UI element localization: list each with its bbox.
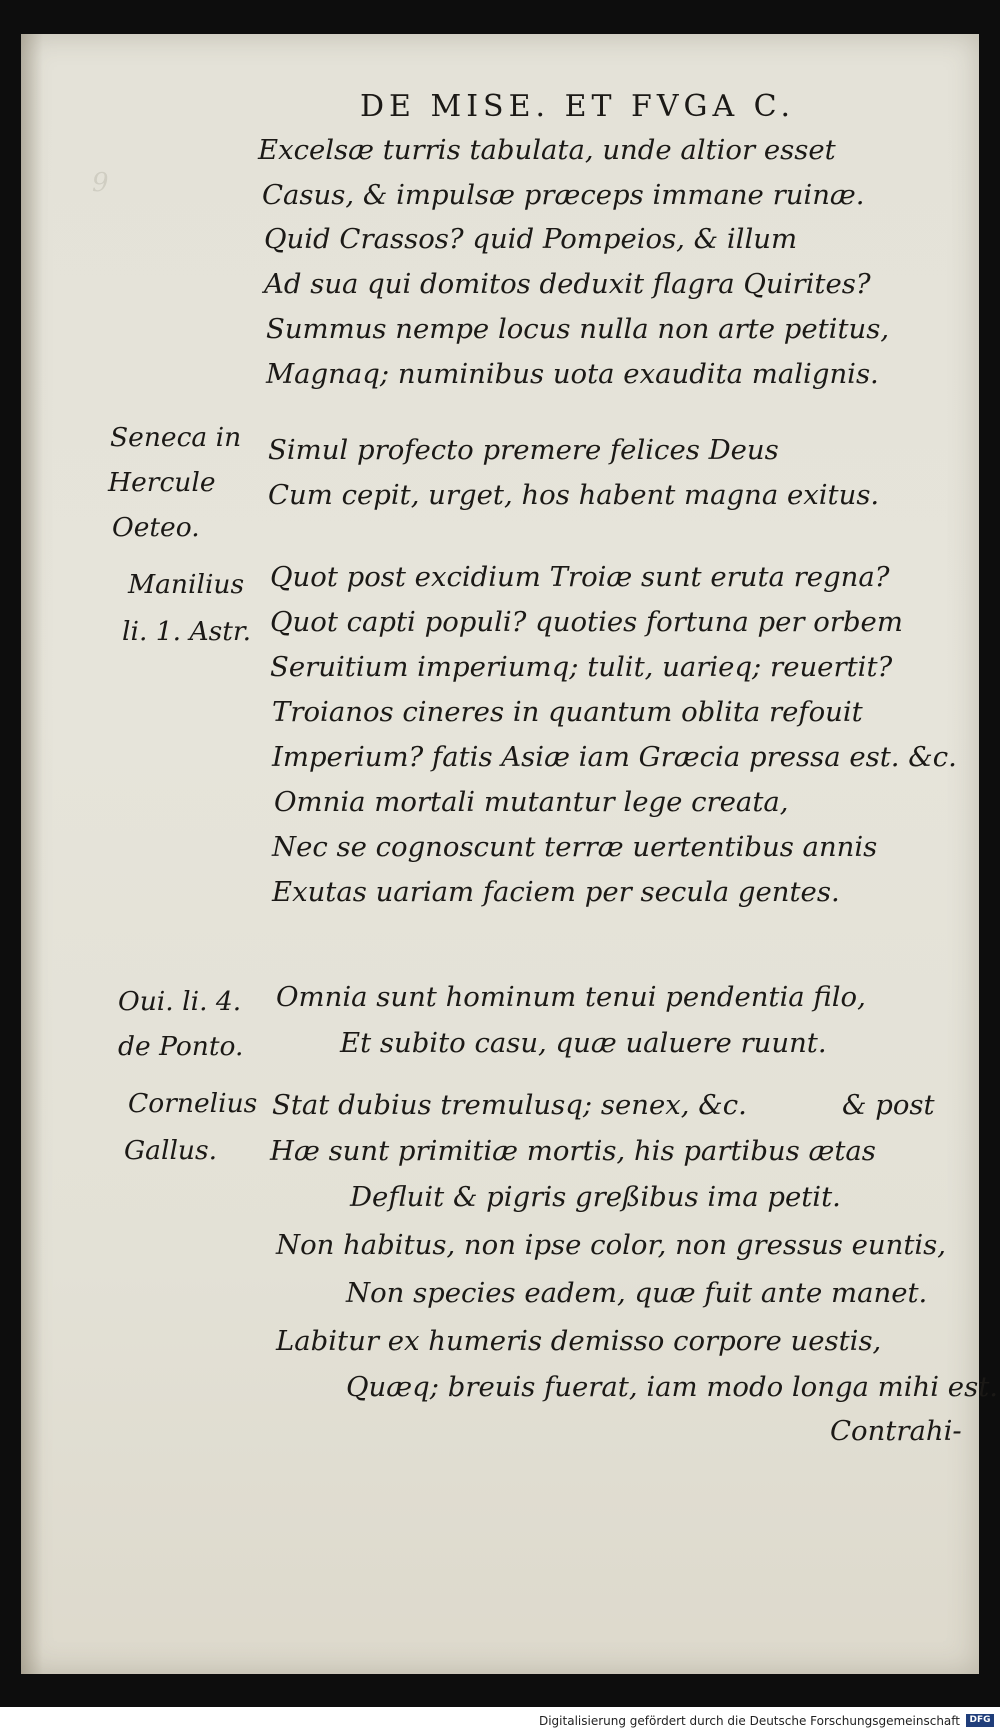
catchword: Contrahi- xyxy=(830,1415,962,1447)
verse-line-18: Et subito casu, quæ ualuere ruunt. xyxy=(340,1027,827,1059)
verse-line-2: Casus, & impulsæ præceps immane ruinæ. xyxy=(262,179,865,211)
verse-line-20: Hæ sunt primitiæ mortis, his partibus ætas xyxy=(270,1135,876,1167)
verse-line-23: Non species eadem, quæ fuit ante manet. xyxy=(346,1277,928,1309)
margin-note-ovid-2: de Ponto. xyxy=(118,1031,244,1062)
verse-line-21: Defluit & pigris greßibus ima petit. xyxy=(350,1181,841,1213)
margin-note-ovid-1: Oui. li. 4. xyxy=(118,986,242,1017)
verse-line-17: Omnia sunt hominum tenui pendentia filo, xyxy=(276,981,866,1013)
verse-line-9: Quot post excidium Troiæ sunt eruta regna? xyxy=(270,561,890,593)
running-head: DE MISE. ET FVGA C. xyxy=(360,89,796,124)
verse-line-1: Excelsæ turris tabulata, unde altior esset xyxy=(258,134,836,166)
margin-note-seneca-3: Oeteo. xyxy=(112,512,200,543)
verse-line-3: Quid Crassos? quid Pompeios, & illum xyxy=(264,223,798,255)
bleed-through-mark: 9 xyxy=(92,168,109,198)
margin-note-manilius-1: Manilius xyxy=(128,569,245,600)
margin-note-manilius-2: li. 1. Astr. xyxy=(122,616,252,647)
margin-note-gallus-2: Gallus. xyxy=(124,1135,218,1166)
margin-note-seneca-2: Hercule xyxy=(108,467,216,498)
verse-line-16: Exutas uariam faciem per secula gentes. xyxy=(272,876,840,908)
verse-line-11: Seruitium imperiumq; tulit, uarieq; reuertit? xyxy=(270,651,893,683)
verse-line-13: Imperium? fatis Asiæ iam Græcia pressa est. &c. xyxy=(272,741,957,773)
margin-note-gallus-1: Cornelius xyxy=(128,1088,258,1119)
footer-bar xyxy=(0,1707,1000,1735)
verse-line-19: Stat dubius tremulusq; senex, &c. xyxy=(272,1089,747,1121)
dfg-logo-icon: DFG xyxy=(966,1714,994,1727)
verse-line-22: Non habitus, non ipse color, non gressus euntis, xyxy=(276,1229,947,1261)
footer-credit: Digitalisierung gefördert durch die Deutsche Forschungsgemeinschaft xyxy=(538,1714,960,1728)
verse-line-7: Simul profecto premere felices Deus xyxy=(268,434,779,466)
verse-line-12: Troianos cineres in quantum oblita refouit xyxy=(272,696,863,728)
margin-note-seneca-1: Seneca in xyxy=(110,422,242,453)
verse-line-8: Cum cepit, urget, hos habent magna exitus. xyxy=(268,479,880,511)
verse-line-5: Summus nempe locus nulla non arte petitus, xyxy=(266,313,890,345)
verse-line-6: Magnaq; numinibus uota exaudita malignis. xyxy=(266,358,879,390)
page-gutter-shadow xyxy=(21,34,43,1674)
verse-line-14: Omnia mortali mutantur lege creata, xyxy=(274,786,789,818)
verse-line-19-post: & post xyxy=(842,1089,935,1121)
verse-line-15: Nec se cognoscunt terræ uertentibus annis xyxy=(272,831,878,863)
verse-line-4: Ad sua qui domitos deduxit flagra Quirites? xyxy=(264,268,871,300)
verse-line-25: Quæq; breuis fuerat, iam modo longa mihi est. xyxy=(346,1371,998,1403)
verse-line-24: Labitur ex humeris demisso corpore uestis, xyxy=(276,1325,882,1357)
verse-line-10: Quot capti populi? quoties fortuna per orbem xyxy=(270,606,903,638)
